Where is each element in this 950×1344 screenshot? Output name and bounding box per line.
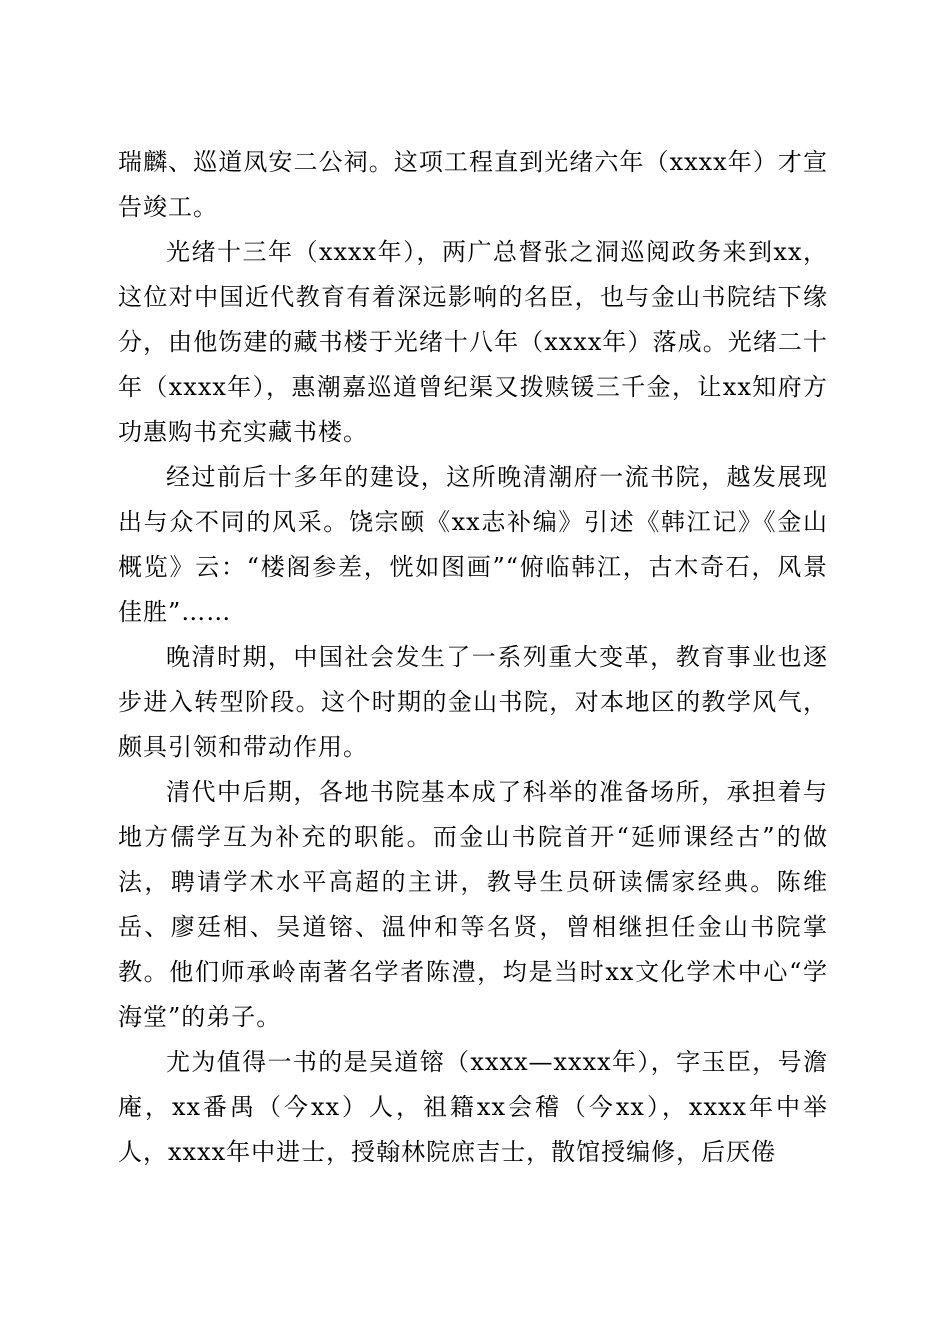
paragraph-construction: 经过前后十多年的建设，这所晚清潮府一流书院，越发展现出与众不同的风采。饶宗颐《xx志补编》引述《韩江记》《金山概览》云：“楼阁参差，恍如图画”“俯临韩江，古木奇石，风景佳胜”…… bbox=[118, 463, 828, 626]
paragraph-late-qing: 晚清时期，中国社会发生了一系列重大变革，教育事业也逐步进入转型阶段。这个时期的金山书院，对本地区的教学风气，颇具引领和带动作用。 bbox=[118, 643, 828, 761]
paragraph-zhang-zhidong: 光绪十三年（xxxx年），两广总督张之洞巡阅政务来到xx，这位对中国近代教育有着深远影响的名臣，也与金山书院结下缘分，由他饬建的藏书楼于光绪十八年（xxxx年）落成。光绪二十年（xxxx年），惠潮嘉巡道曾纪渠又拨赎锾三千金，让xx知府方功惠购书充实藏书楼。 bbox=[118, 238, 828, 446]
paragraph-mid-late-qing: 清代中后期，各地书院基本成了科举的准备场所，承担着与地方儒学互为补充的职能。而金山书院首开“延师课经古”的做法，聘请学术水平高超的主讲，教导生员研读儒家经典。陈维岳、廖廷相、吴道镕、温仲和等名贤，曾相继担任金山书院掌教。他们师承岭南著名学者陈澧，均是当时xx文化学术中心“学海堂”的弟子。 bbox=[118, 778, 828, 1031]
paragraph-wu-daorong: 尤为值得一书的是吴道镕（xxxx—xxxx年），字玉臣，号澹庵，xx番禺（今xx）人，祖籍xx会稽（今xx），xxxx年中举人，xxxx年中进士，授翰林院庶吉士，散馆授编修，后厌倦 bbox=[118, 1048, 828, 1166]
document-page bbox=[118, 140, 828, 1175]
paragraph-continued: 瑞麟、巡道凤安二公祠。这项工程直到光绪六年（xxxx年）才宣告竣工。 bbox=[118, 148, 828, 221]
